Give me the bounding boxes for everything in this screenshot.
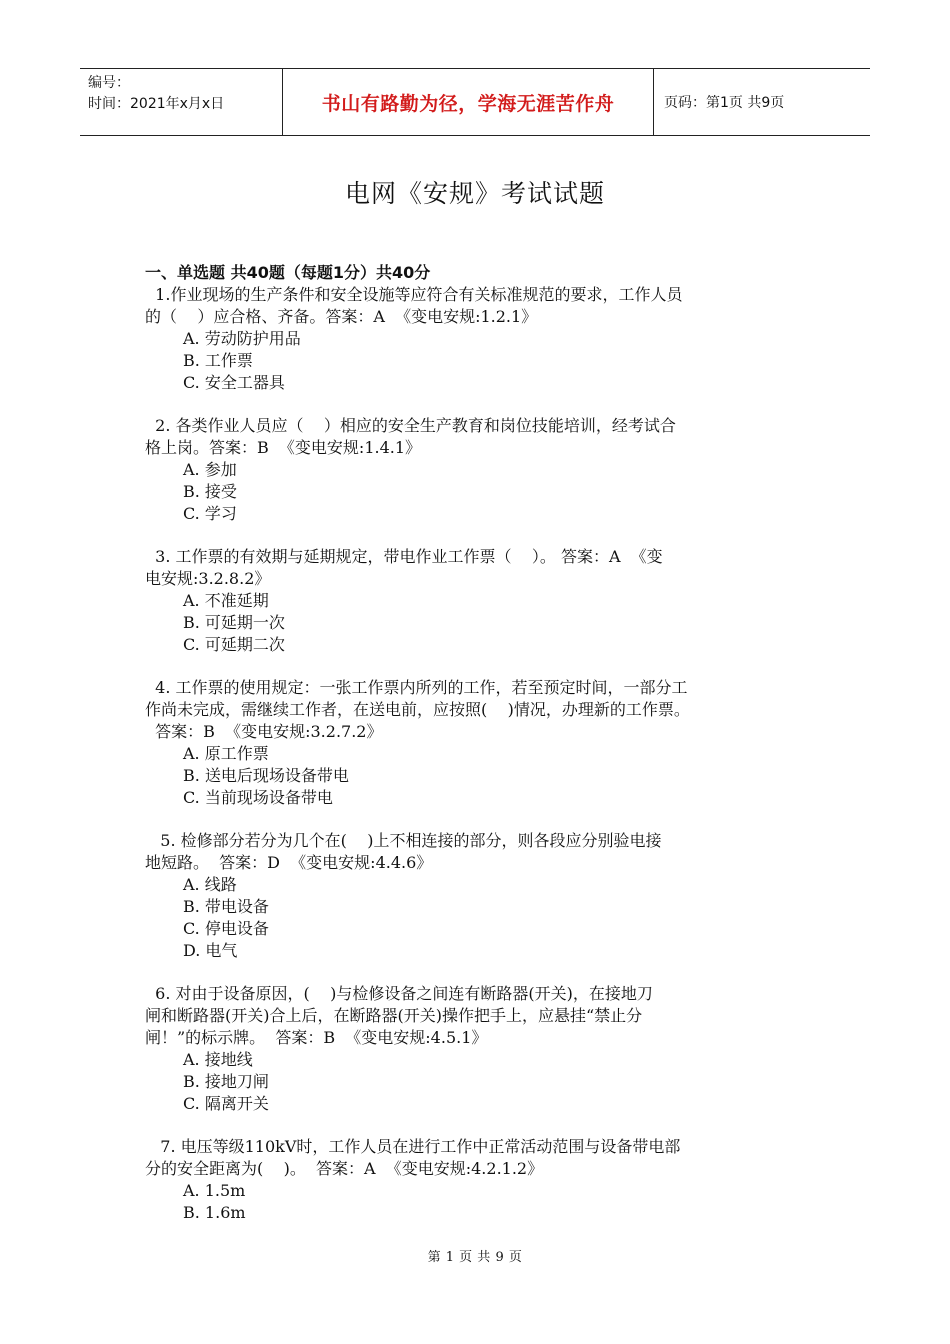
question-stem-line: 7. 电压等级110kV时，工作人员在进行工作中正常活动范围与设备带电部 [145, 1137, 681, 1156]
header-meta [80, 69, 282, 135]
page-footer: 第 1 页 共 9 页 [427, 1250, 523, 1265]
question-stem-line: 的（ ）应合格、齐备。答案：A 《变电安规:1.2.1》 [145, 307, 538, 326]
answer-option: B. 可延期一次 [183, 613, 285, 632]
question-stem-line: 地短路。 答案：D 《变电安规:4.4.6》 [145, 853, 433, 872]
header-table [80, 68, 870, 136]
answer-option: A. 线路 [183, 875, 237, 894]
answer-option: A. 接地线 [183, 1050, 253, 1069]
question-stem-line: 格上岗。答案：B 《变电安规:1.4.1》 [145, 438, 422, 457]
question-stem-line: 作尚未完成，需继续工作者，在送电前，应按照( )情况，办理新的工作票。 [145, 700, 690, 719]
question-stem-line: 答案：B 《变电安规:3.2.7.2》 [145, 722, 383, 741]
question-item [145, 284, 815, 394]
answer-option: A. 不准延期 [183, 591, 269, 610]
question-stem-line: 闸和断路器(开关)合上后，在断路器(开关)操作把手上，应悬挂“禁止分 [145, 1006, 643, 1025]
time-label: 时间：2021年x月x日 [88, 96, 225, 112]
answer-option: B. 工作票 [183, 351, 253, 370]
answer-option: B. 1.6m [183, 1203, 246, 1222]
answer-option: C. 可延期二次 [183, 635, 285, 654]
answer-option: B. 送电后现场设备带电 [183, 766, 349, 785]
answer-option: A. 原工作票 [183, 744, 269, 763]
question-stem-line: 5. 检修部分若分为几个在( )上不相连接的部分，则各段应分别验电接 [145, 831, 662, 850]
question-stem-line: 2. 各类作业人员应（ ）相应的安全生产教育和岗位技能培训，经考试合 [145, 416, 676, 435]
question-item [145, 677, 815, 809]
answer-option: C. 隔离开关 [183, 1094, 269, 1113]
answer-option: B. 接受 [183, 482, 237, 501]
question-list [145, 284, 815, 1224]
section-heading: 一、单选题 共40题（每题1分）共40分 [145, 263, 431, 282]
motto-text: 书山有路勤为径，学海无涯苦作舟 [321, 92, 615, 115]
question-item [145, 830, 815, 962]
number-label: 编号： [88, 75, 130, 91]
question-item [145, 415, 815, 525]
question-item [145, 1136, 815, 1224]
answer-option: D. 电气 [183, 941, 238, 960]
answer-option: C. 停电设备 [183, 919, 269, 938]
header-motto-cell [282, 69, 654, 135]
answer-option: C. 学习 [183, 504, 237, 523]
question-stem-line: 3. 工作票的有效期与延期规定，带电作业工作票（ ）。 答案：A 《变 [145, 547, 663, 566]
answer-option: C. 当前现场设备带电 [183, 788, 333, 807]
page-info: 页码：第1页 共9页 [664, 95, 785, 111]
question-stem-line: 1.作业现场的生产条件和安全设施等应符合有关标准规范的要求，工作人员 [145, 285, 683, 304]
question-stem-line: 4. 工作票的使用规定：一张工作票内所列的工作，若至预定时间，一部分工 [145, 678, 688, 697]
question-stem-line: 闸！”的标示牌。 答案：B 《变电安规:4.5.1》 [145, 1028, 488, 1047]
question-item [145, 546, 815, 656]
answer-option: B. 接地刀闸 [183, 1072, 269, 1091]
answer-option: A. 参加 [183, 460, 237, 479]
answer-option: A. 劳动防护用品 [183, 329, 301, 348]
question-stem-line: 电安规:3.2.8.2》 [145, 569, 271, 588]
question-stem-line: 分的安全距离为( )。 答案：A 《变电安规:4.2.1.2》 [145, 1159, 544, 1178]
page-title: 电网《安规》考试试题 [344, 179, 605, 208]
question-item [145, 983, 815, 1115]
question-stem-line: 6. 对由于设备原因，( )与检修设备之间连有断路器(开关)，在接地刀 [145, 984, 653, 1003]
answer-option: B. 带电设备 [183, 897, 269, 916]
question-section [145, 262, 815, 1245]
answer-option: A. 1.5m [183, 1181, 246, 1200]
answer-option: C. 安全工器具 [183, 373, 285, 392]
